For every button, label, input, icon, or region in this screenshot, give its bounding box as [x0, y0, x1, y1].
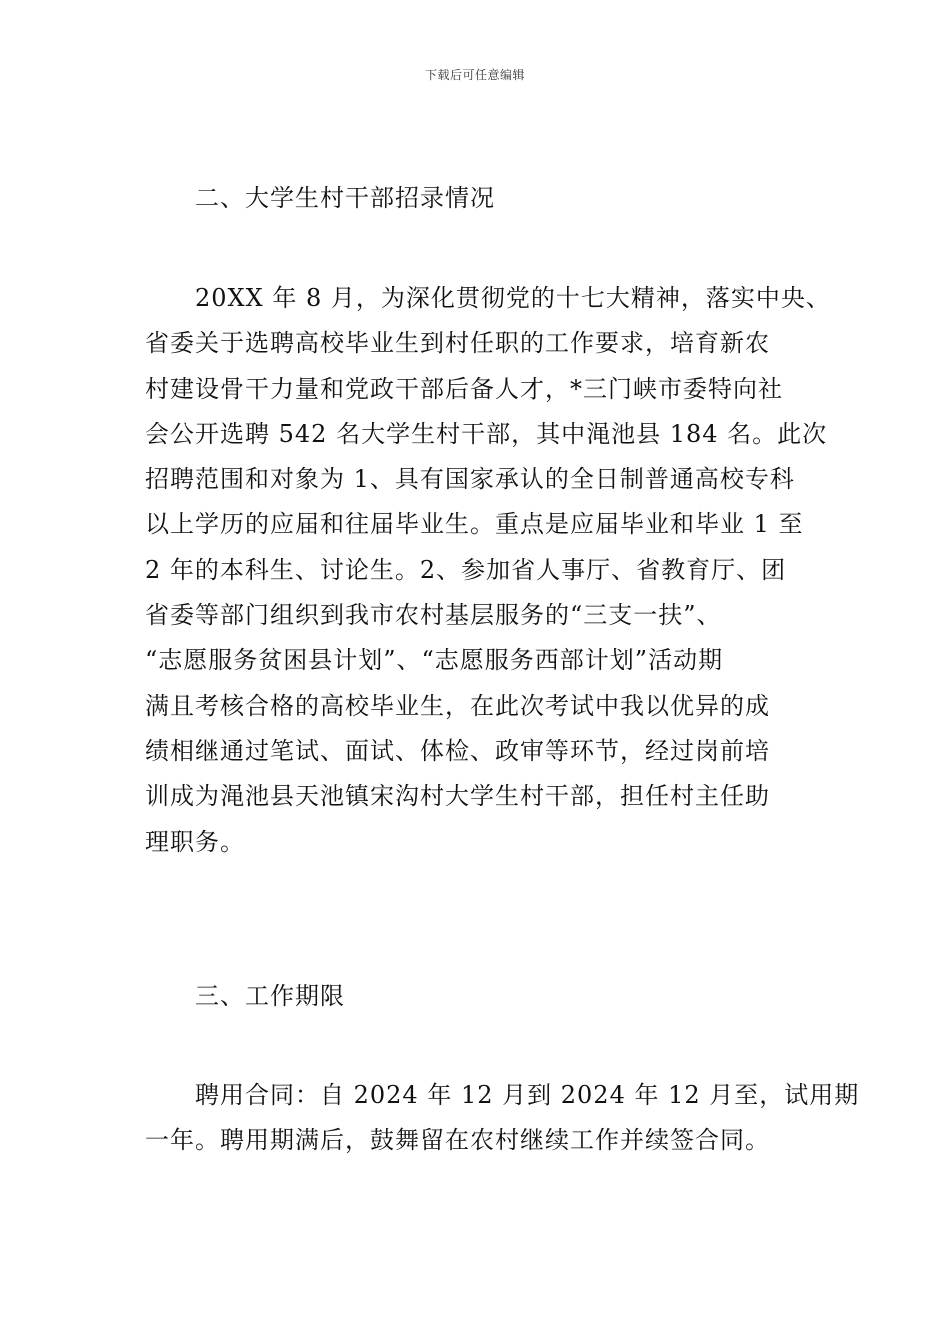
paragraph-line: 20XX 年 8 月，为深化贯彻党的十七大精神，落实中央、 [195, 284, 831, 312]
paragraph-line: 一年。聘用期满后，鼓舞留在农村继续工作并续签合同。 [145, 1126, 770, 1155]
paragraph-line: 招聘范围和对象为 1、具有国家承认的全日制普通高校专科 [145, 465, 795, 494]
section-heading-text: 二、大学生村干部招录情况 [195, 184, 495, 212]
paragraph-line: 村建设骨干力量和党政干部后备人才，*三门峡市委特向社 [145, 374, 783, 403]
paragraph-line: 绩相继通过笔试、面试、体检、政审等环节，经过岗前培 [145, 736, 770, 765]
page-header-note: 下载后可任意编辑 [424, 68, 525, 82]
paragraph-line: 2 年的本科生、讨论生。2、参加省人事厅、省教育厅、团 [145, 555, 787, 584]
paragraph-line: 省委关于选聘高校毕业生到村任职的工作要求，培育新农 [145, 329, 770, 358]
section-3-paragraph [145, 1073, 860, 1164]
paragraph-line: 聘用合同：自 2024 年 12 月到 2024 年 12 月至，试用期 [195, 1081, 860, 1109]
paragraph-line: 训成为渑池县天池镇宋沟村大学生村干部，担任村主任助 [145, 782, 770, 811]
paragraph-line: 会公开选聘 542 名大学生村干部，其中渑池县 184 名。此次 [145, 419, 828, 448]
paragraph-line: 理职务。 [145, 827, 245, 856]
section-heading-text: 三、工作期限 [195, 982, 345, 1010]
section-2-heading [145, 176, 835, 221]
paragraph-line: 省委等部门组织到我市农村基层服务的“三支一扶”、 [145, 601, 722, 630]
section-2-paragraph [145, 276, 835, 865]
section-3-heading [145, 974, 835, 1019]
paragraph-line: “志愿服务贫困县计划”、“志愿服务西部计划”活动期 [145, 646, 724, 675]
paragraph-line: 满且考核合格的高校毕业生，在此次考试中我以优异的成 [145, 691, 770, 720]
paragraph-line: 以上学历的应届和往届毕业生。重点是应届毕业和毕业 1 至 [145, 510, 804, 539]
